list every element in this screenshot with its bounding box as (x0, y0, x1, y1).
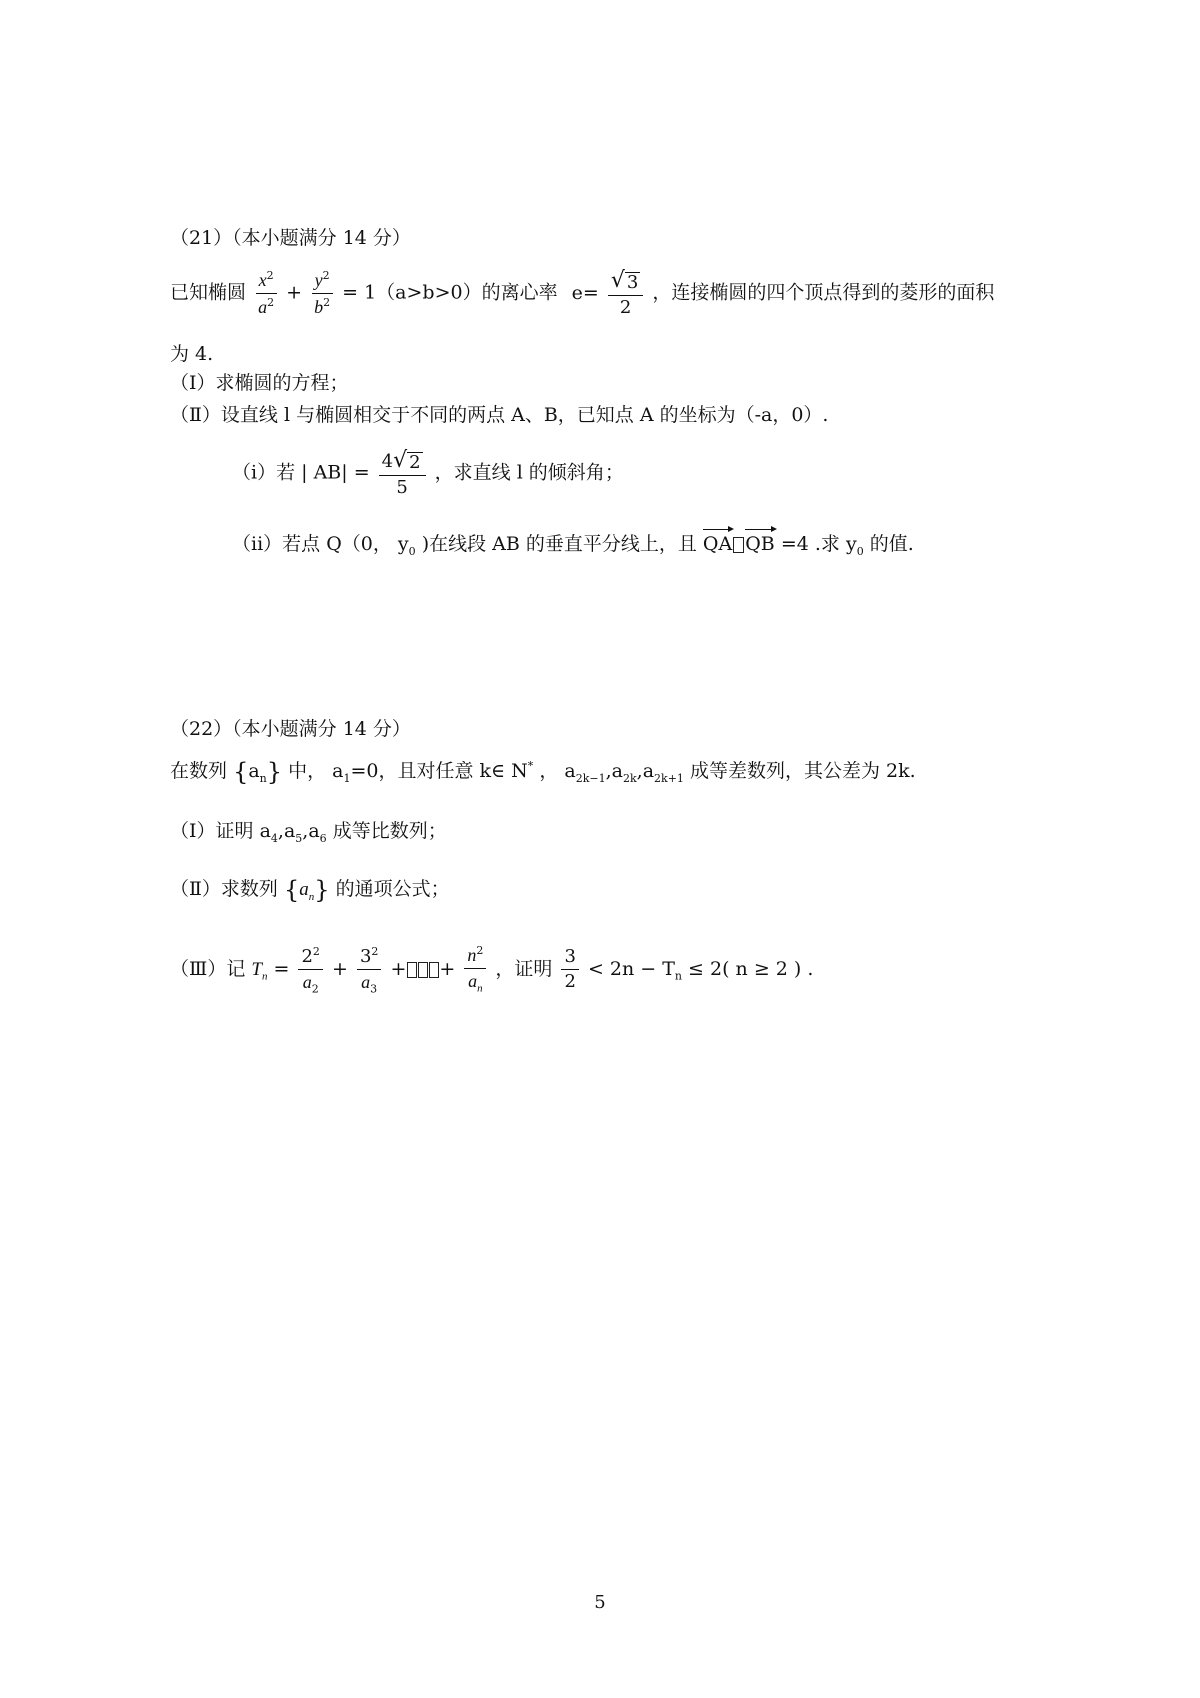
vector-qa: QA (702, 533, 733, 555)
q21-intro: 已知椭圆 $\frac{x^2}{a^2}$ + $\frac{y^2}{b^2}$ = 1（a>b>0）的离心率 e= √ 3 2 ，连接椭圆的四个顶点得到的菱形的面积 (170, 268, 995, 318)
term-2-fraction: $\frac{2^2}{a_2}$ (298, 946, 322, 995)
three-halves-fraction: $\frac{3}{2}$ (561, 948, 578, 991)
q21-sub-i: （i）若 | AB| = 4 √ 2 5 ，求直线 l 的倾斜角； (232, 448, 624, 498)
term-n-fraction: $\frac{n^2}{a_n}$ (464, 945, 486, 995)
sqrt-symbol: √ 3 (610, 268, 639, 293)
q21-intro-line2: 为 4. (170, 343, 214, 365)
y2-over-b2: $\frac{y^2}{b^2}$ (311, 270, 333, 317)
q22-part3: （Ⅲ）记 $T_n$ = $\frac{2^2}{a_2}$ + $\frac{3^2}{a_3}$ + + $\frac{n^2}{a_n}$ ，证明 $\frac{3}{2}$ < $2n - T_n \le 2$( n ≥ 2 ) . (170, 944, 814, 996)
x2-over-a2: $\frac{x^2}{a^2}$ (255, 270, 277, 317)
q22-header: （22）（本小题满分 14 分） (170, 718, 411, 740)
eccentricity-fraction: √ 3 2 (608, 270, 643, 317)
vector-qb: QB (745, 533, 775, 555)
q22-part1: （Ⅰ）证明 $a_4,a_5,a_6$ 成等比数列； (170, 820, 447, 845)
q22-intro: 在数列 $\{a_n\}$ 中， $a_1=0$，且对任意 k∈ N* ， $a_{2k-1},a_{2k},a_{2k+1}$ 成等差数列，其公差为 2k. (170, 758, 916, 786)
q21-sub-ii: （ii）若点 Q（0， $y_0$ )在线段 AB 的垂直平分线上，且 QA QB =4 .求 $y_0$ 的值. (232, 533, 914, 558)
term-3-fraction: $\frac{3^2}{a_3}$ (357, 946, 381, 995)
page-number: 5 (594, 1592, 606, 1613)
ab-length-fraction: 4 √ 2 5 (379, 450, 426, 497)
q21-part1: （Ⅰ）求椭圆的方程； (170, 372, 349, 394)
ellipsis-placeholder (406, 960, 439, 979)
q21-part2: （Ⅱ）设直线 l 与椭圆相交于不同的两点 A、B，已知点 A 的坐标为（-a，0）. (170, 404, 829, 426)
q21-header: （21）（本小题满分 14 分） (170, 227, 411, 249)
q22-part2: （Ⅱ）求数列 $\{a_n\}$ 的通项公式； (170, 876, 450, 904)
dot-product-symbol (733, 537, 744, 553)
